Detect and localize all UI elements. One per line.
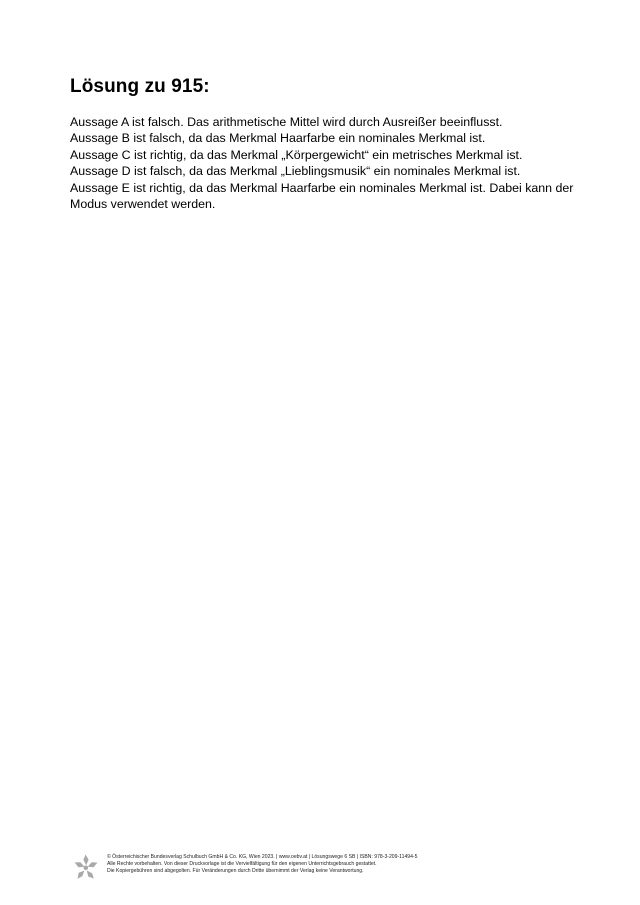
statement-e: Aussage E ist richtig, da das Merkmal Haarfarbe ein nominales Merkmal ist. Dabei kann der Modus verwendet werden.	[70, 180, 574, 212]
solution-text	[70, 114, 600, 212]
footer-copyright	[107, 854, 417, 876]
page-title: Lösung zu 915:	[70, 76, 210, 97]
statement-b: Aussage B ist falsch, da das Merkmal Haarfarbe ein nominales Merkmal ist.	[70, 131, 486, 146]
statement-c: Aussage C ist richtig, da das Merkmal „Körpergewicht“ ein metrisches Merkmal ist.	[70, 147, 523, 162]
statement-d: Aussage D ist falsch, da das Merkmal „Lieblingsmusik“ ein nominales Merkmal ist.	[70, 164, 521, 179]
footer-line: Die Kopiergebühren sind abgegolten. Für Veränderungen durch Dritte übernimmt der Verlag keine Verantwortung.	[107, 868, 364, 875]
publisher-star-logo-icon	[74, 854, 98, 880]
footer-line: Alle Rechte vorbehalten. Von dieser Druckvorlage ist die Vervielfältigung für den eigenen Unterrichtsgebrauch gestattet.	[107, 861, 377, 868]
footer-line: © Österreichischer Bundesverlag Schulbuch GmbH & Co. KG, Wien 2023. | www.oebv.at | Lösungswege 6 SB | ISBN: 978-3-209-11494-5	[107, 854, 418, 860]
statement-a: Aussage A ist falsch. Das arithmetische Mittel wird durch Ausreißer beeinflusst.	[70, 115, 503, 129]
page-footer	[74, 854, 594, 884]
